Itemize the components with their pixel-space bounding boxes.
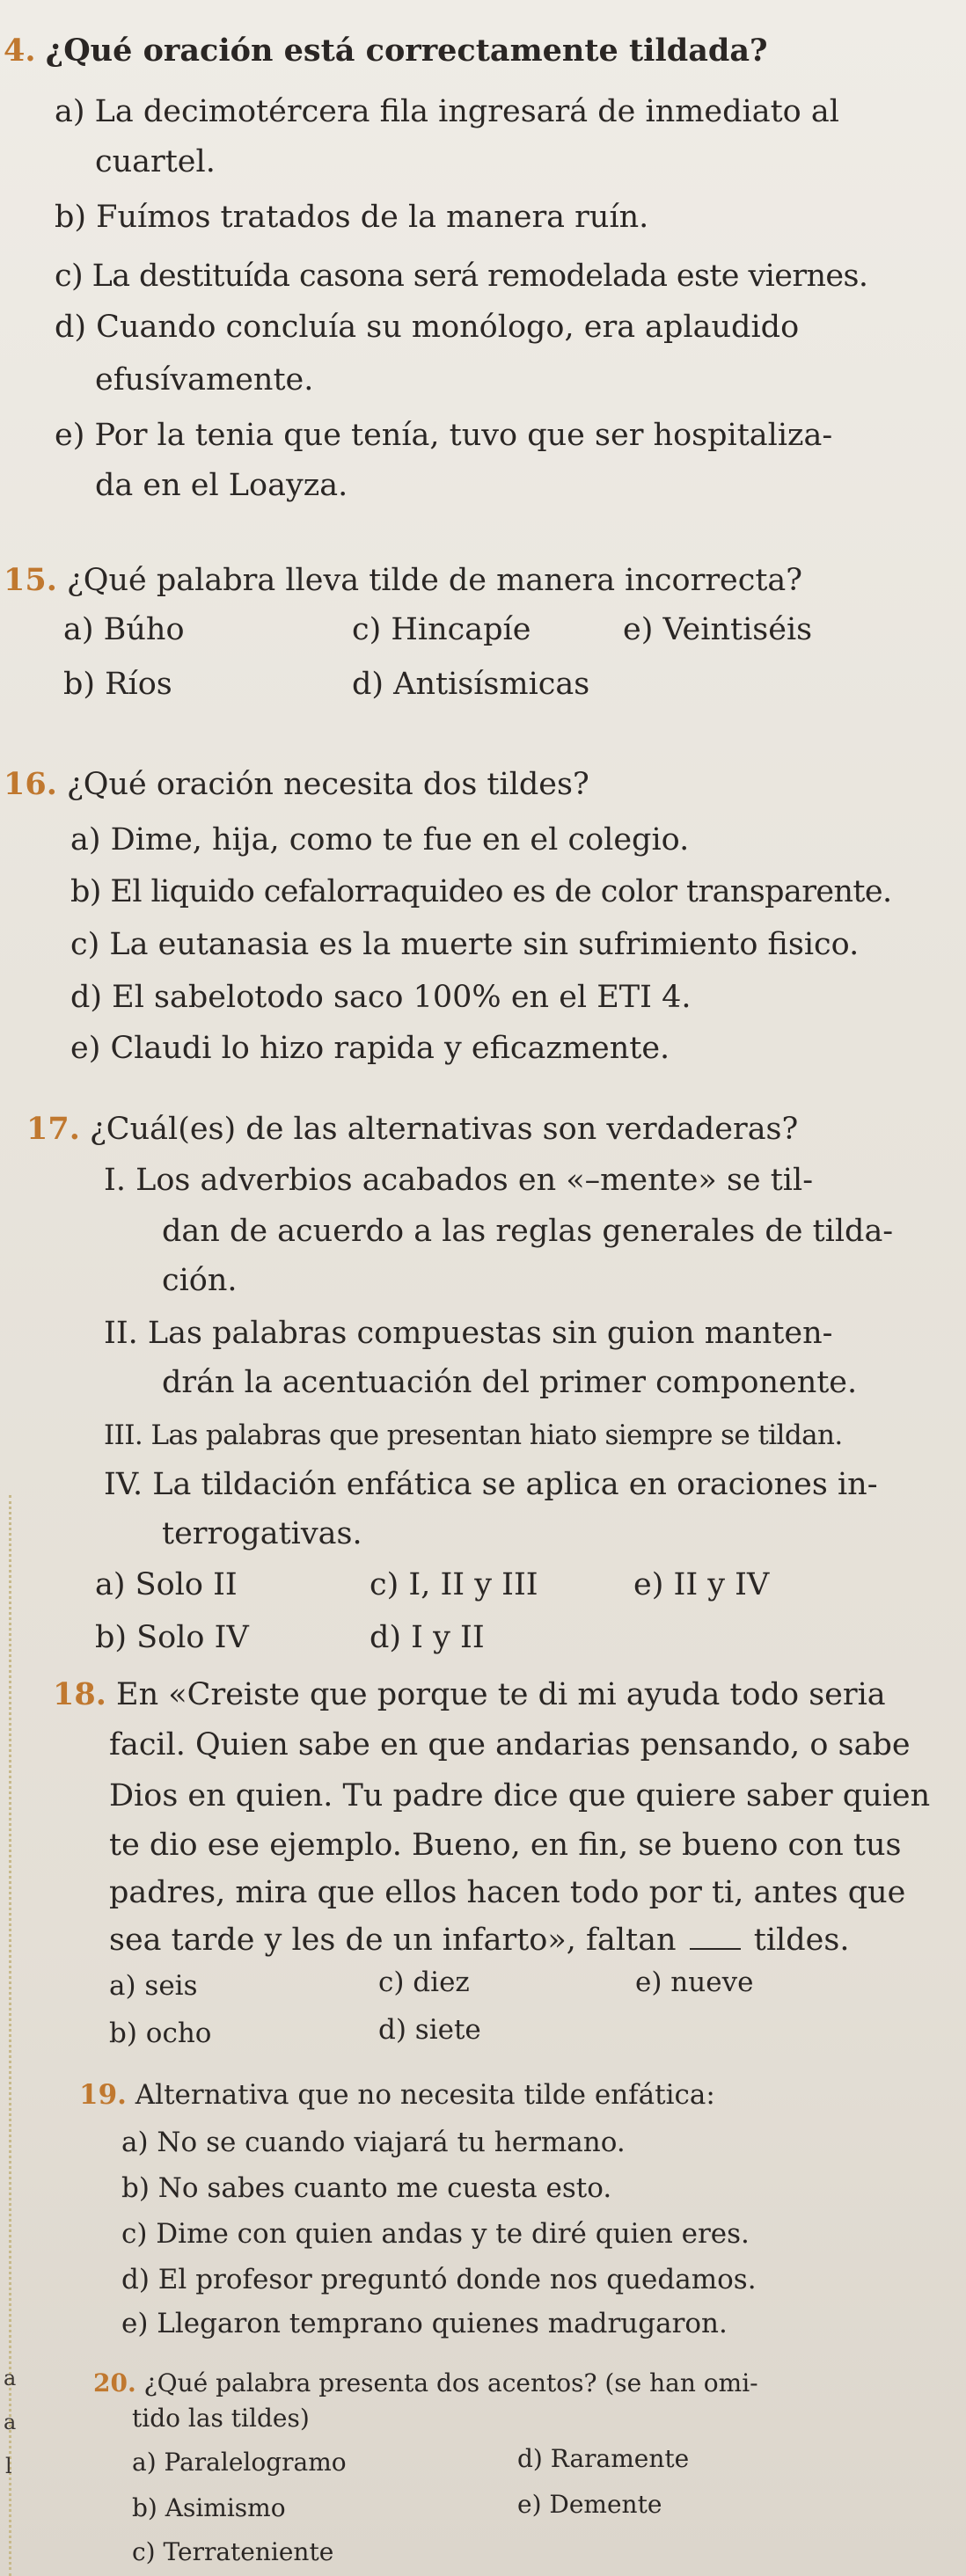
- q18-option-e: e) nueve: [635, 1967, 754, 1998]
- q17-statement-ii-line1: II. Las palabras compuestas sin guion manten-: [104, 1316, 833, 1351]
- q15-option-b: b) Ríos: [63, 667, 172, 702]
- q4-option-d-line2: efusívamente.: [95, 362, 314, 398]
- q20-option-e: e) Demente: [517, 2490, 662, 2519]
- q16-option-c: c) La eutanasia es la muerte sin sufrimiento fisico.: [70, 927, 860, 962]
- q16-heading: [4, 765, 589, 804]
- q19-number: 19.: [79, 2079, 127, 2111]
- q16-option-e: e) Claudi lo hizo rapida y eficazmente.: [70, 1031, 670, 1066]
- q17-statement-iv-line1: IV. La tildación enfática se aplica en oraciones in-: [104, 1467, 878, 1502]
- q18-line1: [53, 1675, 886, 1714]
- q17-statement-i-line2: dan de acuerdo a las reglas generales de tilda-: [162, 1214, 894, 1249]
- q4-question: ¿Qué oración está correctamente tildada?: [45, 33, 768, 69]
- q17-statement-i-line1: I. Los adverbios acabados en «–mente» se til-: [104, 1163, 814, 1198]
- q16-question: ¿Qué oración necesita dos tildes?: [67, 767, 589, 802]
- q20-question-line2: tido las tildes): [132, 2404, 310, 2433]
- margin-letter: a: [4, 2410, 17, 2434]
- q19-option-d: d) El profesor preguntó donde nos quedamos.: [121, 2264, 757, 2295]
- q19-heading: [79, 2076, 715, 2114]
- q18-option-d: d) siete: [378, 2014, 481, 2046]
- q18-text-line6-end: tildes.: [753, 1923, 850, 1958]
- q15-option-e: e) Veintiséis: [623, 612, 813, 647]
- q19-question: Alternativa que no necesita tilde enfática:: [135, 2079, 715, 2111]
- q18-text-line6: [109, 1921, 849, 1959]
- q18-option-c: c) diez: [378, 1967, 470, 1998]
- q20-heading: [93, 2364, 758, 2403]
- q15-question: ¿Qué palabra lleva tilde de manera incorrecta?: [67, 563, 803, 598]
- q18-number: 18.: [53, 1676, 106, 1712]
- q20-question-line1: ¿Qué palabra presenta dos acentos? (se han omi-: [143, 2368, 758, 2397]
- q20-option-c: c) Terrateniente: [132, 2537, 334, 2566]
- q20-option-d: d) Raramente: [517, 2444, 690, 2473]
- q19-option-b: b) No sabes cuanto me cuesta esto.: [121, 2172, 612, 2204]
- q17-heading: [26, 1110, 798, 1149]
- q4-option-a-line1: a) La decimotércera fila ingresará de inmediato al: [55, 94, 839, 129]
- q20-option-b: b) Asimismo: [132, 2493, 286, 2522]
- q17-statement-iv-line2: terrogativas.: [162, 1516, 362, 1551]
- q17-option-a: a) Solo II: [95, 1567, 238, 1602]
- q19-option-a: a) No se cuando viajará tu hermano.: [121, 2127, 626, 2158]
- q15-number: 15.: [4, 562, 57, 598]
- q4-option-c: c) La destituída casona será remodelada este viernes.: [55, 259, 868, 294]
- q19-option-e: e) Llegaron temprano quienes madrugaron.: [121, 2308, 728, 2339]
- q16-option-b: b) El liquido cefalorraquideo es de color transparente.: [70, 874, 892, 909]
- q15-heading: [4, 561, 802, 600]
- q19-option-c: c) Dime con quien andas y te diré quien eres.: [121, 2218, 750, 2250]
- q15-option-c: c) Hincapíe: [352, 612, 531, 647]
- q18-text-line2: facil. Quien sabe en que andarias pensando, o sabe: [109, 1727, 911, 1762]
- q18-option-b: b) ocho: [109, 2018, 212, 2049]
- q4-option-d-line1: d) Cuando concluía su monólogo, era aplaudido: [55, 310, 800, 345]
- q4-option-e-line1: e) Por la tenia que tenía, tuvo que ser hospitaliza-: [55, 418, 833, 453]
- q17-option-e: e) II y IV: [633, 1567, 770, 1602]
- q17-question: ¿Cuál(es) de las alternativas son verdaderas?: [90, 1112, 799, 1147]
- q4-option-a-line2: cuartel.: [95, 144, 216, 179]
- q4-option-e-line2: da en el Loayza.: [95, 468, 348, 503]
- margin-letter: l: [5, 2454, 12, 2478]
- q15-option-a: a) Búho: [63, 612, 185, 647]
- margin-letter: a: [4, 2366, 17, 2390]
- q17-statement-i-line3: ción.: [162, 1263, 238, 1298]
- q17-option-d: d) I y II: [370, 1620, 485, 1655]
- q18-text-line3: Dios en quien. Tu padre dice que quiere saber quien: [109, 1778, 931, 1813]
- q17-option-c: c) I, II y III: [370, 1567, 538, 1602]
- q18-text-line6-start: sea tarde y les de un infarto», faltan: [109, 1923, 677, 1958]
- answer-blank: [690, 1923, 741, 1950]
- q4-option-b: b) Fuímos tratados de la manera ruín.: [55, 200, 649, 235]
- q17-number: 17.: [26, 1111, 80, 1147]
- q18-option-a: a) seis: [109, 1970, 198, 2002]
- q20-number: 20.: [93, 2368, 136, 2397]
- q20-option-a: a) Paralelogramo: [132, 2448, 347, 2477]
- q4-heading: [4, 32, 768, 70]
- q16-number: 16.: [4, 766, 57, 802]
- q17-option-b: b) Solo IV: [95, 1620, 249, 1655]
- q4-number: 4.: [4, 33, 36, 69]
- q16-option-a: a) Dime, hija, como te fue en el colegio.: [70, 822, 690, 857]
- q18-text-line1: En «Creiste que porque te di mi ayuda todo seria: [116, 1677, 886, 1712]
- q18-text-line4: te dio ese ejemplo. Bueno, en fin, se bueno con tus: [109, 1828, 902, 1863]
- q16-option-d: d) El sabelotodo saco 100% en el ETI 4.: [70, 980, 692, 1015]
- q15-option-d: d) Antisísmicas: [352, 667, 590, 702]
- q17-statement-ii-line2: drán la acentuación del primer componente.: [162, 1365, 858, 1400]
- q17-statement-iii: III. Las palabras que presentan hiato siempre se tildan.: [104, 1419, 843, 1451]
- q18-text-line5: padres, mira que ellos hacen todo por ti, antes que: [109, 1875, 906, 1910]
